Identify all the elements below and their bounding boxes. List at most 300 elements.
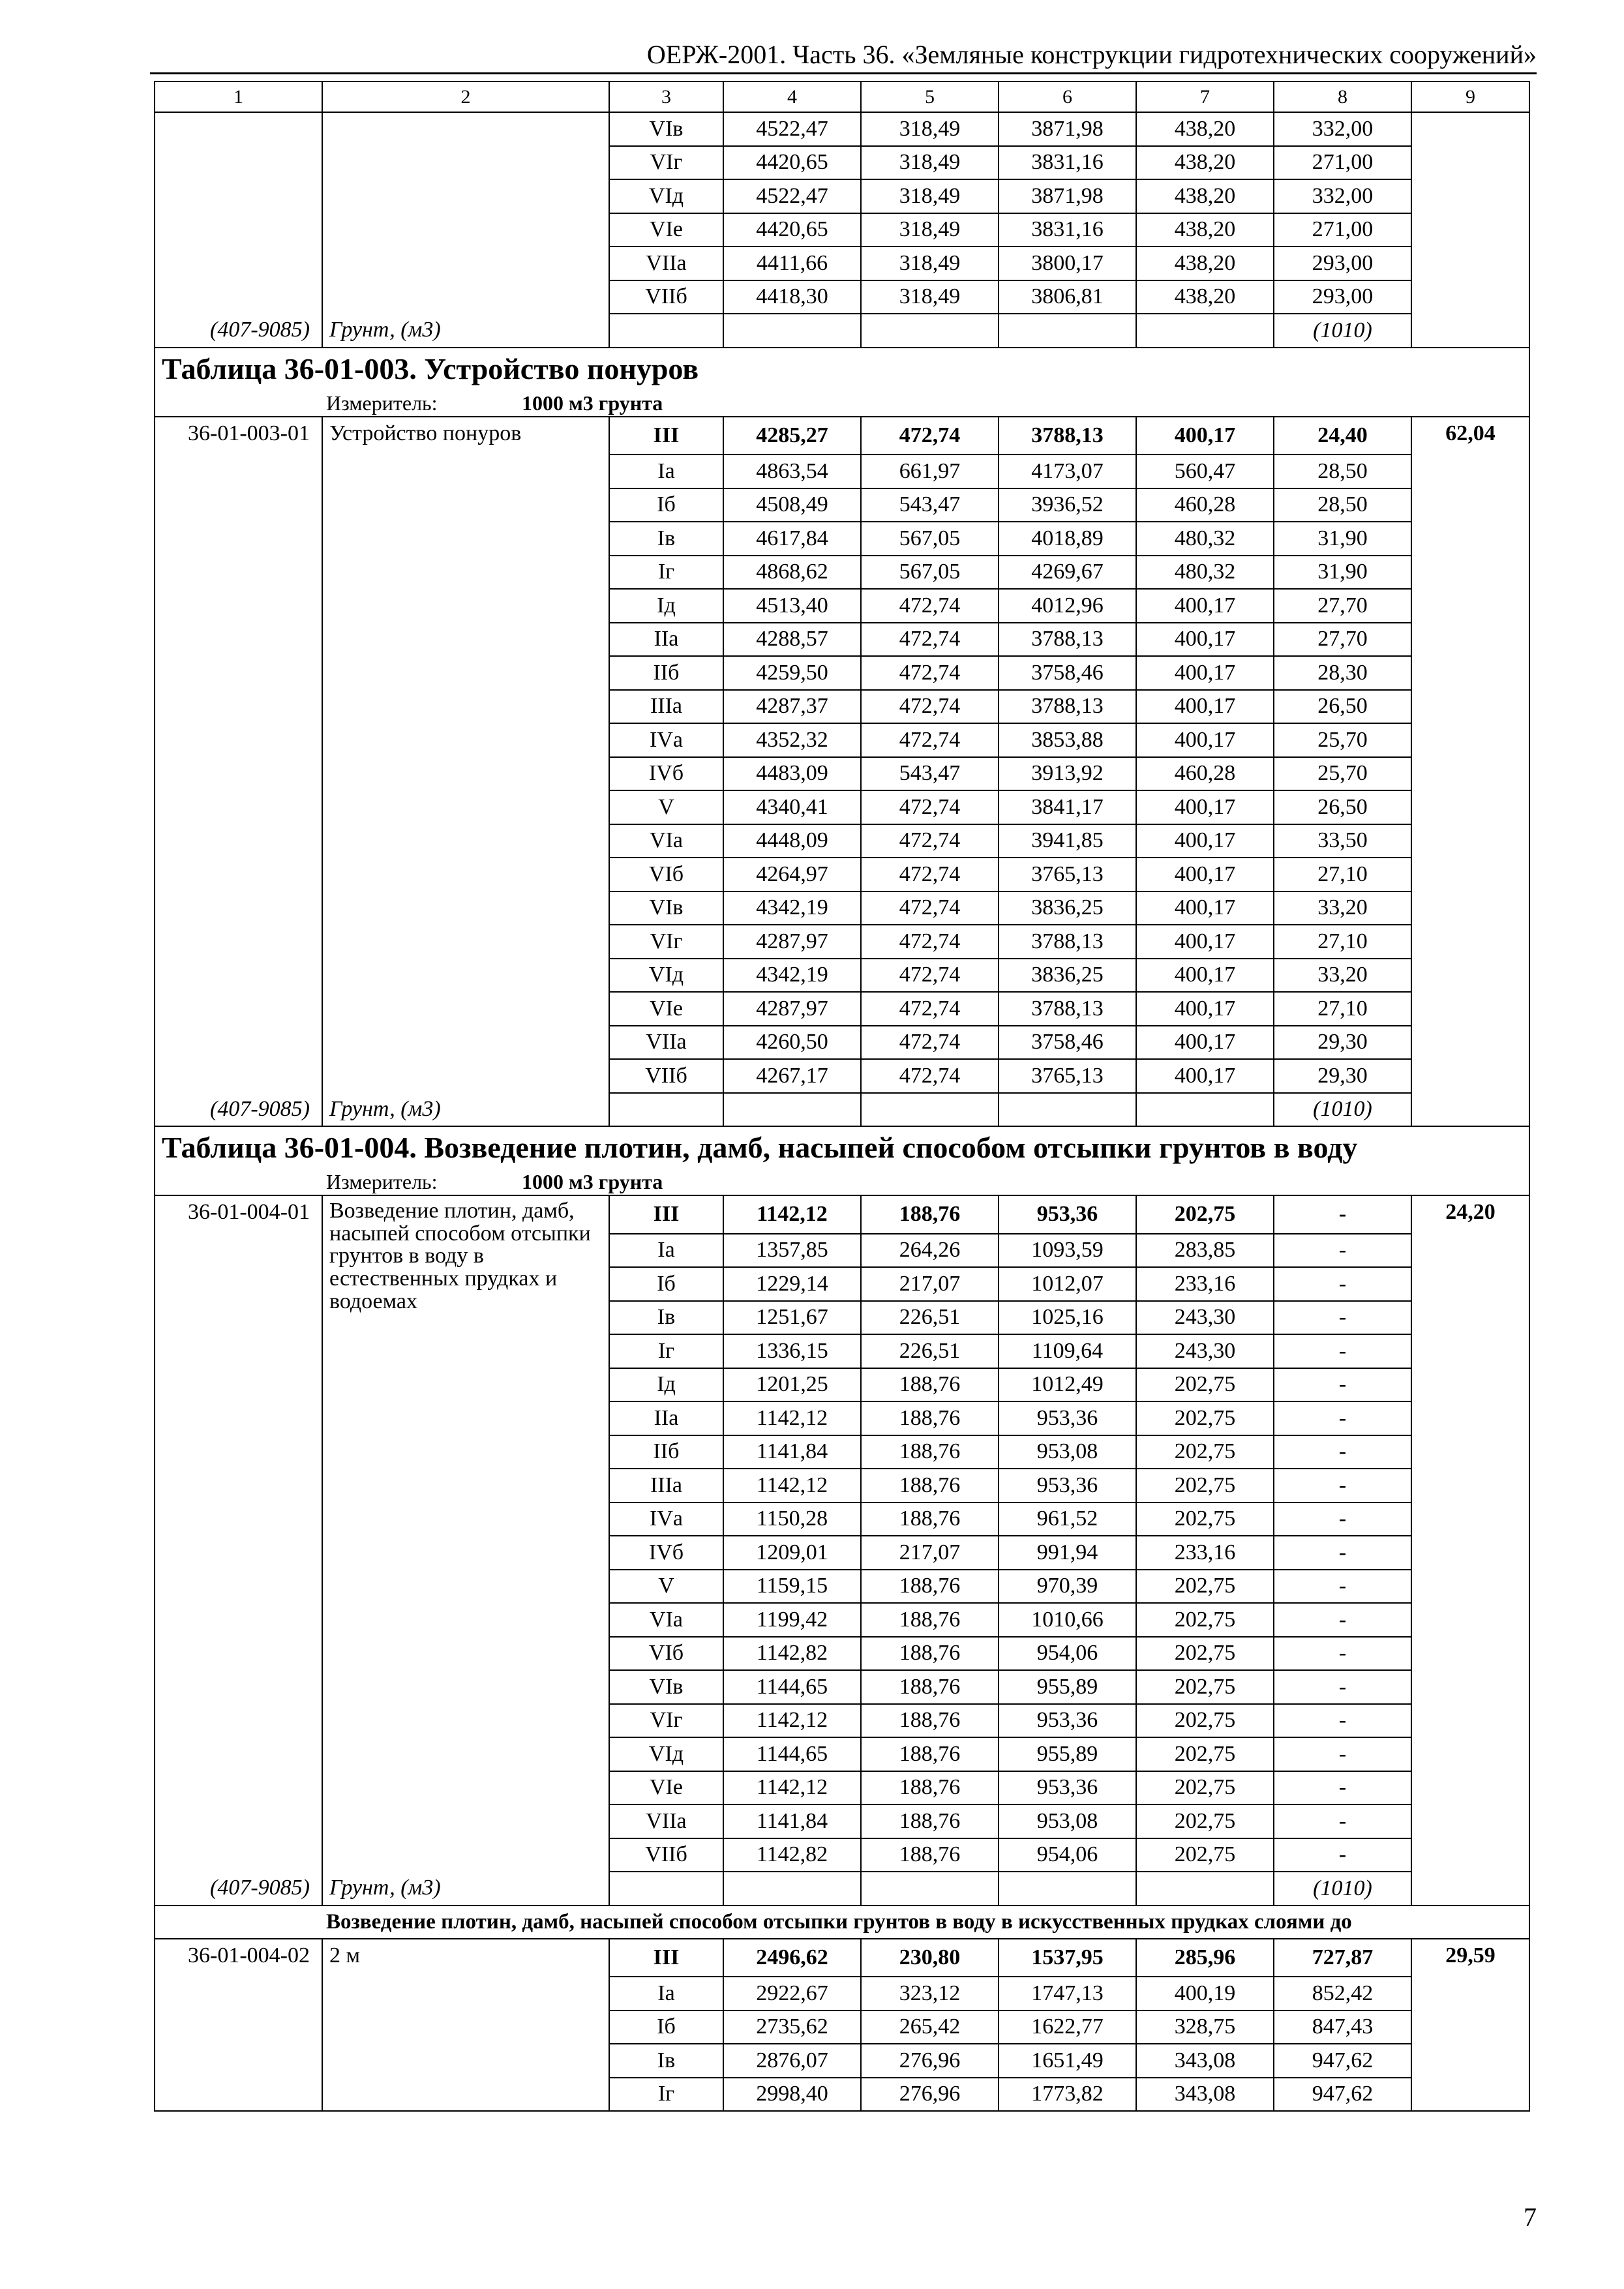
empty-cell [861,1093,999,1127]
soil-group-cell: IIIа [609,1469,723,1503]
labor-cell [1411,146,1529,180]
machine-cost-cell: 953,36 [999,1771,1136,1805]
machine-cost-cell: 4269,67 [999,556,1136,590]
rate-row [155,1026,1529,1060]
labor-cell [1411,858,1529,891]
total-cost-cell: 1199,42 [723,1603,861,1637]
machine-cost-cell: 3871,98 [999,112,1136,146]
soil-group-cell: III [609,1939,723,1977]
machinist-wages-cell: 480,32 [1136,556,1274,590]
total-cost-cell: 4411,66 [723,247,861,280]
code-cell [155,179,322,213]
machinist-wages-cell: 202,75 [1136,1503,1274,1536]
machine-cost-cell: 3941,85 [999,824,1136,858]
machine-cost-cell: 1651,49 [999,2044,1136,2078]
materials-cell: 33,50 [1274,824,1411,858]
machinist-wages-cell: 400,17 [1136,623,1274,657]
machinist-wages-cell: 400,17 [1136,1026,1274,1060]
code-cell [155,1469,322,1503]
labor-cell [1411,2078,1529,2112]
rate-row [155,1704,1529,1738]
code-cell [155,1435,322,1469]
materials-cell: - [1274,1401,1411,1435]
code-cell [155,1637,322,1671]
soil-group-cell: Iг [609,556,723,590]
code-cell [155,2011,322,2044]
materials-cell: 852,42 [1274,1977,1411,2011]
total-cost-cell: 4287,37 [723,690,861,724]
machinist-wages-cell: 438,20 [1136,213,1274,247]
machinist-wages-cell: 202,75 [1136,1704,1274,1738]
rate-row [155,992,1529,1026]
machine-cost-cell: 3831,16 [999,213,1136,247]
machine-cost-cell: 3831,16 [999,146,1136,180]
machine-cost-cell: 953,36 [999,1401,1136,1435]
labor-cell [1411,824,1529,858]
total-cost-cell: 4522,47 [723,179,861,213]
labor-cell [1411,1977,1529,2011]
wages-cell: 543,47 [861,488,999,522]
rate-row [155,690,1529,724]
machine-cost-cell: 3836,25 [999,959,1136,993]
labor-cell [1411,1771,1529,1805]
labor-cell [1411,1603,1529,1637]
column-number: 1 [155,82,322,112]
description-cell [322,1603,609,1637]
soil-group-cell: VIIа [609,1804,723,1838]
rate-row [155,112,1529,146]
wages-cell: 188,76 [861,1570,999,1604]
description-cell [322,1637,609,1671]
machinist-wages-cell: 400,17 [1136,690,1274,724]
material-quantity: (1010) [1274,314,1411,348]
wages-cell: 567,05 [861,522,999,556]
wages-cell: 472,74 [861,858,999,891]
empty-cell [1136,1093,1274,1127]
materials-cell: 332,00 [1274,179,1411,213]
description-cell [322,1804,609,1838]
soil-group-cell: Iг [609,2078,723,2112]
total-cost-cell: 4259,50 [723,656,861,690]
total-cost-cell: 4508,49 [723,488,861,522]
total-cost-cell: 1229,14 [723,1267,861,1301]
machine-cost-cell: 3758,46 [999,1026,1136,1060]
code-cell [155,247,322,280]
soil-group-cell: VIг [609,1704,723,1738]
empty-cell [723,314,861,348]
machinist-wages-cell: 202,75 [1136,1637,1274,1671]
soil-group-cell: Iб [609,488,723,522]
rate-main-row [155,417,1529,455]
machine-cost-cell: 3788,13 [999,623,1136,657]
machine-cost-cell: 3806,81 [999,280,1136,314]
machinist-wages-cell: 400,17 [1136,891,1274,925]
total-cost-cell: 1201,25 [723,1368,861,1402]
materials-cell: 25,70 [1274,723,1411,757]
wages-cell: 230,80 [861,1939,999,1977]
wages-cell: 543,47 [861,757,999,791]
code-cell [155,1704,322,1738]
machine-cost-cell: 954,06 [999,1637,1136,1671]
soil-group-cell: VIе [609,992,723,1026]
rate-description: Возведение плотин, дамб, насыпей способом отсыпки грунтов в воду в естественных прудках и водоемах [322,1195,609,1368]
rate-row [155,179,1529,213]
soil-group-cell: Iд [609,1368,723,1402]
code-cell [155,1334,322,1368]
code-cell [155,1977,322,2011]
materials-cell: 271,00 [1274,213,1411,247]
labor-cell [1411,1026,1529,1060]
labor-cell [1411,757,1529,791]
wages-cell: 188,76 [861,1195,999,1234]
description-cell [322,179,609,213]
rate-row [155,1401,1529,1435]
total-cost-cell: 1141,84 [723,1804,861,1838]
total-cost-cell: 1144,65 [723,1670,861,1704]
code-cell [155,1536,322,1570]
wages-cell: 472,74 [861,623,999,657]
machine-cost-cell: 1747,13 [999,1977,1136,2011]
materials-cell: - [1274,1368,1411,1402]
description-cell [322,2011,609,2044]
machine-cost-cell: 970,39 [999,1570,1136,1604]
soil-group-cell: IVа [609,1503,723,1536]
labor-cell [1411,2044,1529,2078]
total-cost-cell: 4267,17 [723,1059,861,1093]
description-cell [322,790,609,824]
wages-cell: 472,74 [861,723,999,757]
code-cell [155,858,322,891]
materials-cell: - [1274,1737,1411,1771]
code-cell [155,2078,322,2112]
labor-cell [1411,1059,1529,1093]
machinist-wages-cell: 400,17 [1136,992,1274,1026]
machine-cost-cell: 3936,52 [999,488,1136,522]
total-cost-cell: 1251,67 [723,1301,861,1335]
description-cell [322,2044,609,2078]
rate-row [155,247,1529,280]
machinist-wages-cell: 202,75 [1136,1435,1274,1469]
rate-row [155,2011,1529,2044]
header-rule [150,72,1537,74]
total-cost-cell: 2496,62 [723,1939,861,1977]
description-cell [322,723,609,757]
description-cell [322,925,609,959]
materials-cell: - [1274,1570,1411,1604]
code-cell [155,959,322,993]
total-cost-cell: 4513,40 [723,589,861,623]
machine-cost-cell: 3913,92 [999,757,1136,791]
labor-cell [1411,959,1529,993]
description-cell [322,112,609,146]
subtable-title-row [155,1906,1529,1939]
soil-group-cell: VIв [609,1670,723,1704]
labor-cell [1411,589,1529,623]
soil-group-cell: VIв [609,891,723,925]
total-cost-cell: 1142,12 [723,1195,861,1234]
materials-cell: 26,50 [1274,790,1411,824]
description-cell [322,1670,609,1704]
machinist-wages-cell: 202,75 [1136,1368,1274,1402]
rate-description: Устройство понуров [322,417,609,455]
machinist-wages-cell: 400,19 [1136,1977,1274,2011]
rate-row [155,656,1529,690]
code-cell [155,623,322,657]
rate-main-row [155,1195,1529,1234]
wages-cell: 188,76 [861,1771,999,1805]
soil-group-cell: Iв [609,1301,723,1335]
rate-description: 2 м [322,1939,609,1977]
total-cost-cell: 1144,65 [723,1737,861,1771]
rate-row [155,556,1529,590]
materials-cell: 293,00 [1274,247,1411,280]
machinist-wages-cell: 400,17 [1136,925,1274,959]
soil-group-cell: VIIа [609,247,723,280]
machinist-wages-cell: 233,16 [1136,1267,1274,1301]
machinist-wages-cell: 460,28 [1136,757,1274,791]
machinist-wages-cell: 400,17 [1136,790,1274,824]
code-cell [155,112,322,146]
soil-group-cell: VIе [609,1771,723,1805]
soil-group-cell: VIIб [609,1059,723,1093]
soil-group-cell: VIд [609,179,723,213]
code-cell [155,589,322,623]
labor-cell [1411,556,1529,590]
machine-cost-cell: 991,94 [999,1536,1136,1570]
wages-cell: 472,74 [861,1059,999,1093]
machine-cost-cell: 953,36 [999,1195,1136,1234]
total-cost-cell: 4522,47 [723,112,861,146]
rate-row [155,2044,1529,2078]
soil-group-cell: Iд [609,589,723,623]
wages-cell: 472,74 [861,417,999,455]
total-cost-cell: 4260,50 [723,1026,861,1060]
wages-cell: 472,74 [861,589,999,623]
labor-cell [1411,1093,1529,1127]
rate-row [155,891,1529,925]
description-cell [322,1838,609,1872]
soil-group-cell: VIб [609,858,723,891]
rate-row [155,589,1529,623]
column-number-row [155,82,1529,112]
rate-code: 36-01-004-02 [155,1939,322,1977]
description-cell [322,455,609,488]
wages-cell: 472,74 [861,959,999,993]
total-cost-cell: 4342,19 [723,891,861,925]
materials-cell: 27,10 [1274,992,1411,1026]
description-cell [322,992,609,1026]
materials-cell: 31,90 [1274,556,1411,590]
materials-cell: - [1274,1301,1411,1335]
labor-cell [1411,623,1529,657]
machinist-wages-cell: 438,20 [1136,179,1274,213]
machinist-wages-cell: 343,08 [1136,2078,1274,2112]
machine-cost-cell: 1622,77 [999,2011,1136,2044]
total-cost-cell: 4287,97 [723,925,861,959]
materials-cell: 28,50 [1274,488,1411,522]
machine-cost-cell: 1109,64 [999,1334,1136,1368]
soil-group-cell: VIд [609,959,723,993]
table-004-title: Таблица 36-01-004. Возведение плотин, дамб, насыпей способом отсыпки грунтов в воду [155,1126,1529,1169]
machine-cost-cell: 4018,89 [999,522,1136,556]
measure-unit: 1000 м3 грунта [522,1170,663,1193]
labor-cell [1411,522,1529,556]
code-cell [155,1670,322,1704]
soil-group-cell: IVа [609,723,723,757]
materials-cell: 33,20 [1274,891,1411,925]
description-cell [322,556,609,590]
wages-cell: 472,74 [861,1026,999,1060]
code-cell [155,556,322,590]
description-cell [322,1435,609,1469]
code-cell [155,280,322,314]
machine-cost-cell: 1537,95 [999,1939,1136,1977]
materials-cell: 26,50 [1274,690,1411,724]
materials-cell: - [1274,1536,1411,1570]
description-cell [322,1771,609,1805]
machinist-wages-cell: 285,96 [1136,1939,1274,1977]
code-cell [155,1771,322,1805]
rate-row [155,280,1529,314]
total-cost-cell: 2735,62 [723,2011,861,2044]
code-cell [155,992,322,1026]
rate-row [155,1804,1529,1838]
machinist-wages-cell: 438,20 [1136,280,1274,314]
wages-cell: 318,49 [861,280,999,314]
code-cell [155,757,322,791]
empty-cell [723,1093,861,1127]
total-cost-cell: 4420,65 [723,146,861,180]
wages-cell: 472,74 [861,925,999,959]
machinist-wages-cell: 328,75 [1136,2011,1274,2044]
machine-cost-cell: 3788,13 [999,690,1136,724]
wages-cell: 318,49 [861,179,999,213]
rate-row [155,790,1529,824]
empty-cell [609,1093,723,1127]
description-cell [322,824,609,858]
labor-cell [1411,213,1529,247]
total-cost-cell: 1142,82 [723,1637,861,1671]
labor-cell [1411,1570,1529,1604]
code-cell [155,1301,322,1335]
wages-cell: 472,74 [861,790,999,824]
machine-cost-cell: 4173,07 [999,455,1136,488]
materials-cell: - [1274,1804,1411,1838]
column-number: 9 [1411,82,1529,112]
empty-cell [861,314,999,348]
machine-cost-cell: 953,36 [999,1704,1136,1738]
page-number: 7 [1524,2202,1537,2232]
wages-cell: 318,49 [861,146,999,180]
materials-cell: - [1274,1503,1411,1536]
total-cost-cell: 4340,41 [723,790,861,824]
machine-cost-cell: 953,36 [999,1469,1136,1503]
materials-cell: 28,30 [1274,656,1411,690]
soil-group-cell: VIа [609,824,723,858]
rate-row [155,1503,1529,1536]
total-cost-cell: 4863,54 [723,455,861,488]
code-cell [155,2044,322,2078]
machinist-wages-cell: 202,75 [1136,1195,1274,1234]
wages-cell: 188,76 [861,1503,999,1536]
machinist-wages-cell: 202,75 [1136,1401,1274,1435]
code-cell [155,1570,322,1604]
materials-cell: 27,70 [1274,623,1411,657]
materials-cell: - [1274,1195,1411,1234]
soil-group-cell: III [609,417,723,455]
machinist-wages-cell: 400,17 [1136,1059,1274,1093]
code-cell [155,1804,322,1838]
description-cell [322,1536,609,1570]
empty-cell [1136,1872,1274,1906]
soil-group-cell: VIе [609,213,723,247]
description-cell [322,247,609,280]
table-title-row [155,1126,1529,1169]
code-cell [155,146,322,180]
soil-group-cell: III [609,1195,723,1234]
rate-row [155,455,1529,488]
machine-cost-cell: 3788,13 [999,417,1136,455]
soil-group-cell: Iв [609,2044,723,2078]
total-cost-cell: 1142,12 [723,1401,861,1435]
materials-cell: 24,40 [1274,417,1411,455]
labor-cell [1411,314,1529,348]
total-cost-cell: 4264,97 [723,858,861,891]
materials-cell: 29,30 [1274,1059,1411,1093]
code-cell [155,723,322,757]
wages-cell: 188,76 [861,1401,999,1435]
soil-group-cell: VIIб [609,1838,723,1872]
materials-cell: 293,00 [1274,280,1411,314]
labor-cell [1411,1334,1529,1368]
machine-cost-cell: 3841,17 [999,790,1136,824]
material-name: Грунт, (м3) [322,1093,609,1127]
machinist-wages-cell: 202,75 [1136,1570,1274,1604]
total-cost-cell: 1142,12 [723,1704,861,1738]
materials-cell: - [1274,1771,1411,1805]
code-cell [155,824,322,858]
soil-group-cell: Iа [609,1234,723,1268]
soil-group-cell: VIб [609,1637,723,1671]
machinist-wages-cell: 202,75 [1136,1771,1274,1805]
wages-cell: 323,12 [861,1977,999,2011]
labor-cell [1411,1804,1529,1838]
description-cell [322,1368,609,1402]
materials-cell: 727,87 [1274,1939,1411,1977]
machine-cost-cell: 3765,13 [999,1059,1136,1093]
table-body [155,82,1529,2111]
code-cell [155,656,322,690]
description-cell [322,959,609,993]
material-footer-row [155,1093,1529,1127]
rate-main-row [155,1939,1529,1977]
machinist-wages-cell: 202,75 [1136,1469,1274,1503]
rate-row [155,1435,1529,1469]
wages-cell: 217,07 [861,1536,999,1570]
labor-cell [1411,1267,1529,1301]
code-cell [155,1503,322,1536]
materials-cell: 271,00 [1274,146,1411,180]
wages-cell: 226,51 [861,1301,999,1335]
labor-cell [1411,179,1529,213]
rate-row [155,1570,1529,1604]
machine-cost-cell: 1010,66 [999,1603,1136,1637]
machine-cost-cell: 1012,07 [999,1267,1136,1301]
labor-cell [1411,1838,1529,1872]
wages-cell: 188,76 [861,1704,999,1738]
total-cost-cell: 2922,67 [723,1977,861,2011]
total-cost-cell: 1142,12 [723,1771,861,1805]
